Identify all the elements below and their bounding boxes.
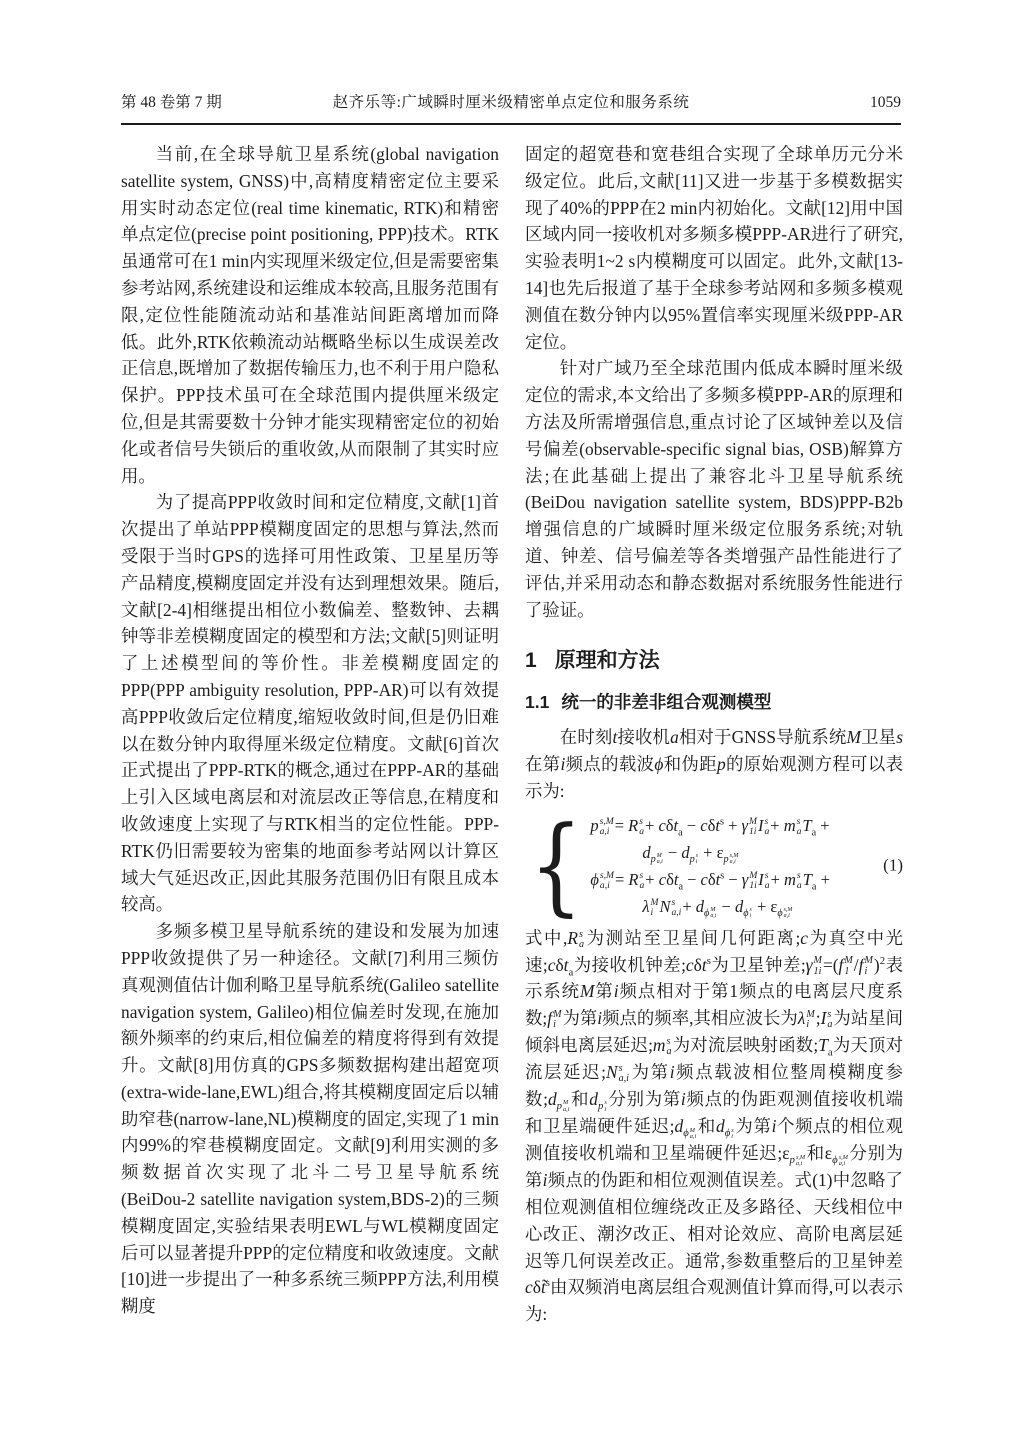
section-title: 原理和方法 [554,649,660,673]
left-column [121,141,499,1328]
equation-line-carrier-cont: λ M i N s a,i + $d_{\phi M a,i}$ − $d_{\phi s i}$ + $\varepsilon_{\phi s,M a,i}$ [642,896,793,920]
paragraph-this-work: 针对广域乃至全球范围内低成本瞬时厘米级定位的需求,本文给出了多频多模PPP-AR的原理和方法及所需增强信息,重点讨论了区域钟差以及信号偏差(observable-specific signal bias, OSB)解算方法;在此基础上提出了兼容北斗卫星导航系统(BeiDou navigation satellite system, BDS)PPP-B2b增强信息的广域瞬时厘米级定位服务系统;对轨道、钟差、信号偏差等各类增强产品性能进行了评估,并采用动态和静态数据对系统服务性能进行了验证。 [525,358,903,620]
header-running-title: 赵齐乐等:广域瞬时厘米级精密单点定位和服务系统 [332,94,690,111]
paragraph-intro-gnss: 当前,在全球导航卫星系统(global navigation satellite system, GNSS)中,高精度精密定位主要采用实时动态定位(real time kinematic, RTK)和精密单点定位(precise point positioning, PPP)技术。RTK虽通常可在1 min内实现厘米级定位,但是需要密集参考站网,系统建设和运维成本较高,且服务范围有限,定位性能随流动站和基准站间距离增加而降低。此外,RTK依赖流动站概略坐标以生成误差改正信息,既增加了数据传输压力,也不利于用户隐私保护。PPP技术虽可在全球范围内提供厘米级定位,但是其需要数十分钟才能实现精密定位的初始化或者信号失锁后的重收敛,从而限制了其实时应用。 [121,144,499,486]
header-volume-issue: 第 48 卷第 7 期 [121,94,222,111]
header-page-number: 1059 [870,94,901,111]
section-number: 1 [525,649,537,673]
paragraph-multifreq-continuation: 固定的超宽巷和宽巷组合实现了全球单历元分米级定位。此后,文献[11]又进一步基于多模数据实现了40%的PPP在2 min内初始化。文献[12]用中国区域内同一接收机对多频多模PPP-AR进行了研究,实验表明1~2 s内模糊度可以固定。此外,文献[13-14]也先后报道了基于全球参考站网和多频多模观测值在数分钟内以95%置信率实现厘米级PPP-AR定位。 [525,144,903,352]
running-header [121,90,901,125]
equation-lines [590,812,903,920]
equation-line-pseudorange: p s,M a,i = R s a + cδt$_a$ − cδt$^s$ + γ M 1i I s a + m s a $T_a$ + [590,815,830,839]
equation-line-pseudorange-cont: $d_{p M a,i}$ − $d_{p s i}$ + $\varepsilon_{p s,M a,i}$ [642,842,739,866]
equation-number: (1) [883,855,903,875]
paragraph-ppp-ar-history: 为了提高PPP收敛时间和定位精度,文献[1]首次提出了单站PPP模糊度固定的思想与算法,然而受限于当时GPS的选择可用性政策、卫星星历等产品精度,模糊度固定并没有达到理想效果。随后,文献[2-4]相继提出相位小数偏差、整数钟、去耦钟等非差模糊度固定的模型和方法;文献[5]则证明了上述模型间的等价性。非差模糊度固定的PPP(PPP ambiguity resolution, PPP-AR)可以有效提高PPP收敛后定位精度,缩短收敛时间,但是仍旧难以在数分钟内取得厘米级定位精度。文献[6]首次正式提出了PPP-RTK的概念,通过在PPP-AR的基础上引入区域电离层和对流层改正等信息,在精度和收敛速度上实现了与RTK相当的定位性能。PPP-RTK仍旧需要较为密集的地面参考站网以计算区域大气延迟改正,因此其服务范围仍旧有限且成本较高。 [121,492,499,915]
section-heading [525,647,903,675]
equation-line-carrier: ϕ s,M a,i = R s a + cδt$_a$ − cδt$^s$ − γ M 1i I s a + m s a $T_a$ + [590,869,830,893]
subsection-heading [525,690,903,715]
paragraph-multifreq-history: 多频多模卫星导航系统的建设和发展为加速PPP收敛提供了另一种途径。文献[7]利用三频仿真观测值估计伽利略卫星导航系统(Galileo satellite navigation system, Galileo)相位偏差时发现,在施加额外频率的约束后,相位偏差的精度将得到有效提升。文献[8]用仿真的GPS多频数据构建出超宽项(extra-wide-lane,EWL)组合,将其模糊度固定后以辅助窄巷(narrow-lane,NL)模糊度的固定,实现了1 min内99%的窄巷模糊度固定。文献[9]利用实测的多频数据首次实现了北斗二号卫星导航系统(BeiDou-2 satellite navigation system,BDS-2)的三频模糊度固定,实验结果表明EWL与WL模糊度固定后可以显著提升PPP的定位精度和收敛速度。文献[10]进一步提出了一种多系统三频PPP方法,利用模糊度 [121,921,499,1317]
paragraph-model-intro: 在时刻t接收机a相对于GNSS导航系统M卫星s在第i频点的载波ϕ和伪距p的原始观测方程可以表示为: [525,727,903,801]
right-column [525,141,903,1328]
subsection-number: 1.1 [525,692,550,713]
subsection-title: 统一的非差非组合观测模型 [561,692,772,713]
equation-1 [525,804,903,928]
equation-left-brace: { [529,804,583,928]
paragraph-symbol-explanation: 式中,R s a 为测站至卫星间几何距离;c为真空中光速;cδt$_a$为接收机钟差;cδt$^s$为卫星钟差;γ M 1i =(f M 1 /f M i )$^2$表示系统M第i频点相对于第1频点的电离层尺度系数;f M i 为第i频点的频率,其相应波长为λ M i ;I s a 为站星间倾斜电离层延迟;m s a 为对流层映射函数$;T_a$为天顶对流层延迟;N s a,i 为第i频点载波相位整周模糊度参数$;d_{p M a,i}$ 和$d_{p s i}$ 分别为第i频点的伪距观测值接收机端和卫星端硬件延迟$;d_{\phi M a,i}$ 和$d_{\phi s i}$ 为第i个频点的相位观测值接收机端和卫星端硬件延迟$;\varepsilon_{p s,M a,i}$ 和$\varepsilon_{\phi s,M a,i}$ 分别为第i频点的伪距和相位观测值误差。式(1)中忽略了相位观测值相位缠绕改正及多路径、天线相位中心改正、潮汐改正、相对论效应、高阶电离层延迟等几何误差改正。通常,参数重整后的卫星钟差cδt̃$^s$由双频消电离层组合观测值计算而得,可以表示为: [525,927,903,1325]
body-columns [121,141,903,1328]
